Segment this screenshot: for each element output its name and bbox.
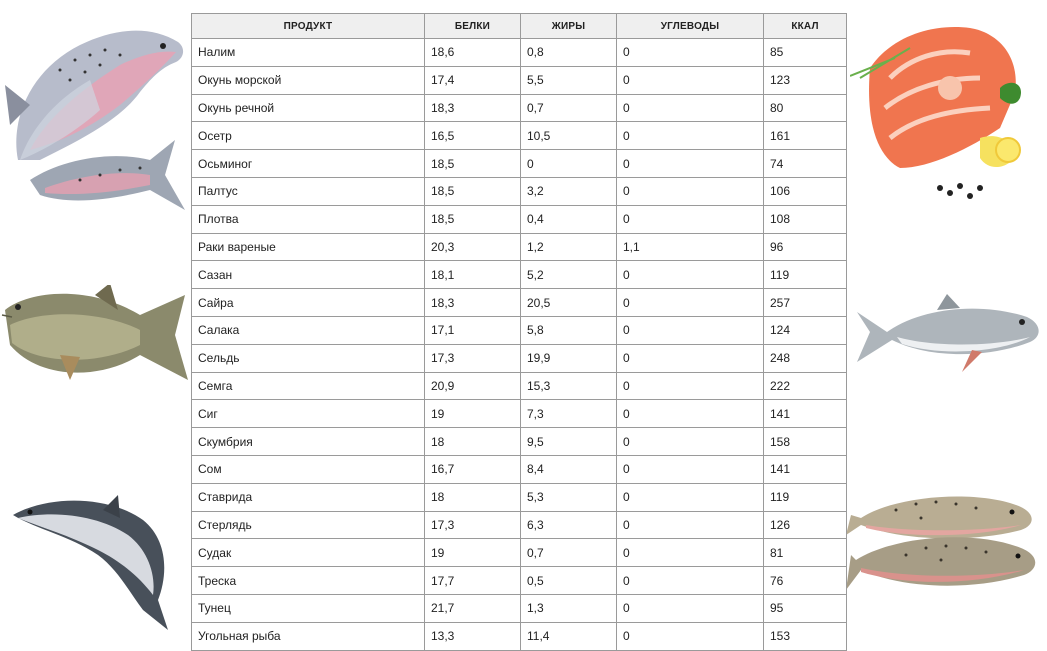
cell-product: Угольная рыба — [192, 622, 425, 650]
rainbow-trout-jumping-icon — [0, 10, 190, 215]
cell-kcal: 119 — [764, 261, 847, 289]
table-row — [192, 66, 847, 94]
cell-carbs: 0 — [617, 400, 764, 428]
cell-fat: 5,8 — [521, 316, 617, 344]
cell-fat: 19,9 — [521, 344, 617, 372]
cell-carbs: 0 — [617, 428, 764, 456]
cell-carbs: 0 — [617, 594, 764, 622]
cell-kcal: 257 — [764, 289, 847, 317]
cell-fat: 11,4 — [521, 622, 617, 650]
column-header-fat: ЖИРЫ — [521, 14, 617, 39]
cell-fat: 8,4 — [521, 455, 617, 483]
cell-fat: 6,3 — [521, 511, 617, 539]
cell-carbs: 0 — [617, 511, 764, 539]
cell-kcal: 119 — [764, 483, 847, 511]
cell-fat: 15,3 — [521, 372, 617, 400]
cell-carbs: 0 — [617, 539, 764, 567]
table-row — [192, 261, 847, 289]
cell-product: Сазан — [192, 261, 425, 289]
cell-product: Налим — [192, 39, 425, 67]
cell-carbs: 0 — [617, 122, 764, 150]
cell-fat: 20,5 — [521, 289, 617, 317]
cell-kcal: 158 — [764, 428, 847, 456]
cell-product: Раки вареные — [192, 233, 425, 261]
cell-protein: 18,1 — [425, 261, 521, 289]
cell-product: Окунь морской — [192, 66, 425, 94]
cell-fat: 0,7 — [521, 539, 617, 567]
cell-protein: 20,3 — [425, 233, 521, 261]
table-row — [192, 122, 847, 150]
table-row — [192, 150, 847, 178]
cell-kcal: 76 — [764, 567, 847, 595]
cell-product: Тунец — [192, 594, 425, 622]
cell-kcal: 106 — [764, 177, 847, 205]
cell-protein: 13,3 — [425, 622, 521, 650]
cell-product: Окунь речной — [192, 94, 425, 122]
cell-kcal: 126 — [764, 511, 847, 539]
cell-carbs: 0 — [617, 455, 764, 483]
cell-protein: 16,5 — [425, 122, 521, 150]
cell-product: Сиг — [192, 400, 425, 428]
table-row — [192, 344, 847, 372]
cell-fat: 3,2 — [521, 177, 617, 205]
cell-fat: 1,3 — [521, 594, 617, 622]
cell-product: Треска — [192, 567, 425, 595]
cell-kcal: 80 — [764, 94, 847, 122]
table-row — [192, 316, 847, 344]
cell-protein: 21,7 — [425, 594, 521, 622]
cell-protein: 18,6 — [425, 39, 521, 67]
table-row — [192, 567, 847, 595]
cell-protein: 19 — [425, 400, 521, 428]
cell-protein: 18,5 — [425, 150, 521, 178]
cell-carbs: 0 — [617, 316, 764, 344]
table-row — [192, 428, 847, 456]
cell-carbs: 0 — [617, 622, 764, 650]
cell-protein: 18,3 — [425, 289, 521, 317]
cell-carbs: 0 — [617, 177, 764, 205]
whitefish-icon — [852, 292, 1042, 377]
table-row — [192, 233, 847, 261]
column-header-carbs: УГЛЕВОДЫ — [617, 14, 764, 39]
table-row — [192, 372, 847, 400]
cell-carbs: 1,1 — [617, 233, 764, 261]
cell-protein: 18 — [425, 428, 521, 456]
cell-fat: 0,4 — [521, 205, 617, 233]
nutrition-table — [191, 13, 847, 651]
cell-protein: 17,3 — [425, 344, 521, 372]
cell-protein: 18 — [425, 483, 521, 511]
salmon-steak-icon — [850, 18, 1040, 208]
cell-carbs: 0 — [617, 66, 764, 94]
cell-protein: 18,3 — [425, 94, 521, 122]
cell-protein: 17,7 — [425, 567, 521, 595]
cell-kcal: 141 — [764, 455, 847, 483]
cell-product: Скумбрия — [192, 428, 425, 456]
salmon-icon — [8, 490, 178, 640]
cell-protein: 19 — [425, 539, 521, 567]
column-header-protein: БЕЛКИ — [425, 14, 521, 39]
cell-fat: 7,3 — [521, 400, 617, 428]
cell-kcal: 124 — [764, 316, 847, 344]
cell-protein: 17,1 — [425, 316, 521, 344]
table-body — [192, 39, 847, 651]
cell-kcal: 74 — [764, 150, 847, 178]
table-row — [192, 205, 847, 233]
cell-product: Салака — [192, 316, 425, 344]
cell-carbs: 0 — [617, 205, 764, 233]
table-header-row — [192, 14, 847, 39]
cell-kcal: 222 — [764, 372, 847, 400]
cell-fat: 0,5 — [521, 567, 617, 595]
cell-product: Ставрида — [192, 483, 425, 511]
cell-fat: 0 — [521, 150, 617, 178]
cell-protein: 16,7 — [425, 455, 521, 483]
table-row — [192, 622, 847, 650]
cell-product: Семга — [192, 372, 425, 400]
table-row — [192, 39, 847, 67]
cell-product: Осьминог — [192, 150, 425, 178]
cell-protein: 20,9 — [425, 372, 521, 400]
cell-product: Судак — [192, 539, 425, 567]
nutrition-table-container — [191, 13, 846, 651]
cell-fat: 0,8 — [521, 39, 617, 67]
table-row — [192, 177, 847, 205]
cell-fat: 0,7 — [521, 94, 617, 122]
cell-kcal: 123 — [764, 66, 847, 94]
cell-kcal: 85 — [764, 39, 847, 67]
cell-carbs: 0 — [617, 567, 764, 595]
cell-carbs: 0 — [617, 289, 764, 317]
cell-kcal: 81 — [764, 539, 847, 567]
cell-fat: 10,5 — [521, 122, 617, 150]
cell-carbs: 0 — [617, 261, 764, 289]
cell-kcal: 248 — [764, 344, 847, 372]
cell-fat: 5,2 — [521, 261, 617, 289]
trout-pair-icon — [846, 490, 1041, 610]
cell-kcal: 141 — [764, 400, 847, 428]
table-row — [192, 594, 847, 622]
cell-protein: 18,5 — [425, 205, 521, 233]
column-header-kcal: ККАЛ — [764, 14, 847, 39]
table-row — [192, 539, 847, 567]
cell-product: Сом — [192, 455, 425, 483]
cell-product: Плотва — [192, 205, 425, 233]
cell-kcal: 153 — [764, 622, 847, 650]
cell-protein: 17,3 — [425, 511, 521, 539]
cell-product: Стерлядь — [192, 511, 425, 539]
cell-product: Осетр — [192, 122, 425, 150]
cell-protein: 17,4 — [425, 66, 521, 94]
cell-kcal: 161 — [764, 122, 847, 150]
cell-carbs: 0 — [617, 372, 764, 400]
cell-carbs: 0 — [617, 94, 764, 122]
cell-kcal: 95 — [764, 594, 847, 622]
cell-product: Палтус — [192, 177, 425, 205]
cell-carbs: 0 — [617, 483, 764, 511]
table-row — [192, 289, 847, 317]
cell-carbs: 0 — [617, 39, 764, 67]
column-header-product: ПРОДУКТ — [192, 14, 425, 39]
cell-carbs: 0 — [617, 344, 764, 372]
table-row — [192, 483, 847, 511]
cell-protein: 18,5 — [425, 177, 521, 205]
table-row — [192, 511, 847, 539]
cell-product: Сайра — [192, 289, 425, 317]
cell-fat: 5,5 — [521, 66, 617, 94]
carp-icon — [0, 285, 190, 395]
cell-fat: 5,3 — [521, 483, 617, 511]
table-row — [192, 94, 847, 122]
cell-carbs: 0 — [617, 150, 764, 178]
cell-fat: 1,2 — [521, 233, 617, 261]
cell-fat: 9,5 — [521, 428, 617, 456]
cell-kcal: 108 — [764, 205, 847, 233]
table-row — [192, 400, 847, 428]
table-row — [192, 455, 847, 483]
cell-product: Сельдь — [192, 344, 425, 372]
cell-kcal: 96 — [764, 233, 847, 261]
